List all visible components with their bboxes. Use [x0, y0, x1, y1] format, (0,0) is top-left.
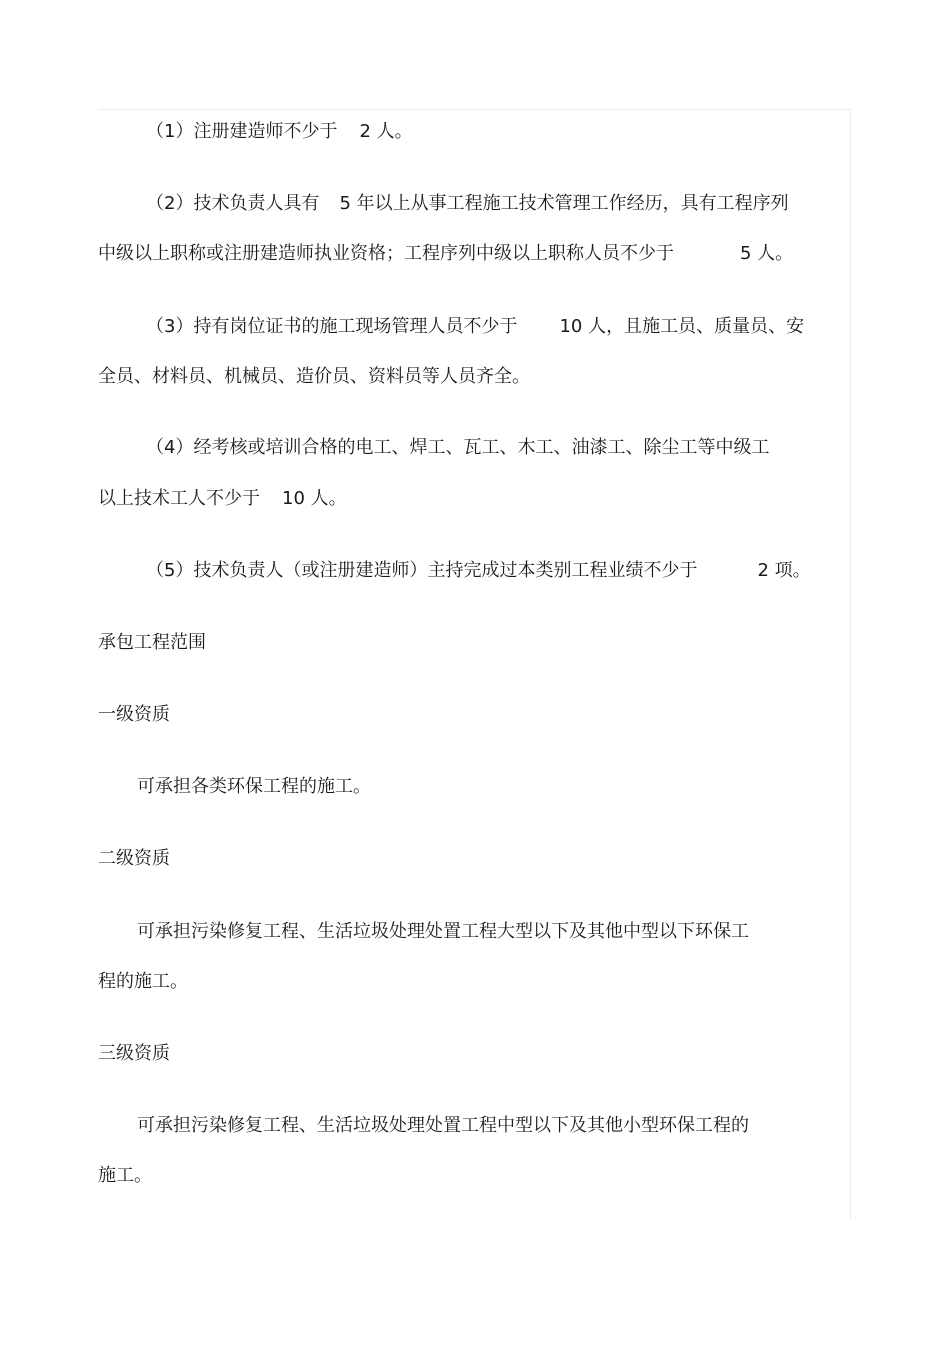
grade-2-description-line-1	[137, 921, 749, 943]
grade-3-title-text: 三级资质	[98, 1043, 170, 1064]
requirement-2-line-2	[98, 243, 793, 265]
requirement-3-text-b: 10 人，且施工员、质量员、安	[559, 316, 805, 337]
requirement-5-count: 2 项。	[757, 560, 811, 581]
grade-3-description-text-b: 施工。	[98, 1165, 152, 1186]
requirement-1-count: 2 人。	[359, 121, 413, 142]
requirement-4-line-1	[146, 437, 769, 459]
requirement-1-text: （1）注册建造师不少于	[146, 121, 338, 142]
requirement-3-line-1	[146, 316, 804, 338]
requirement-5-text: （5）技术负责人（或注册建造师）主持完成过本类别工程业绩不少于	[146, 560, 698, 581]
requirement-3-line-2	[98, 366, 530, 388]
requirement-5	[146, 560, 811, 582]
grade-1-title	[98, 704, 170, 726]
grade-1-description-text: 可承担各类环保工程的施工。	[137, 776, 371, 797]
requirement-2-text-c: 中级以上职称或注册建造师执业资格；工程序列中级以上职称人员不少于	[98, 243, 674, 264]
grade-2-description-text-a: 可承担污染修复工程、生活垃圾处理处置工程大型以下及其他中型以下环保工	[137, 921, 749, 942]
requirement-2-text-b: 5 年以上从事工程施工技术管理工作经历，具有工程序列	[339, 193, 789, 214]
page-frame	[98, 109, 851, 1219]
grade-1-title-text: 一级资质	[98, 704, 170, 725]
requirement-4-count: 10 人。	[282, 488, 347, 509]
scope-heading-text: 承包工程范围	[98, 632, 206, 653]
grade-2-title	[98, 848, 170, 870]
requirement-4-text-b: 以上技术工人不少于	[98, 488, 260, 509]
grade-2-title-text: 二级资质	[98, 848, 170, 869]
requirement-4-text-a: （4）经考核或培训合格的电工、焊工、瓦工、木工、油漆工、除尘工等中级工	[146, 437, 770, 458]
grade-1-description	[137, 776, 371, 798]
requirement-3-text-c: 全员、材料员、机械员、造价员、资料员等人员齐全。	[98, 366, 530, 387]
requirement-2-count: 5 人。	[740, 243, 794, 264]
grade-3-description-line-1	[137, 1115, 749, 1137]
grade-3-title	[98, 1043, 170, 1065]
grade-2-description-line-2	[98, 971, 188, 993]
requirement-1	[146, 121, 413, 143]
requirement-4-line-2	[98, 488, 347, 510]
grade-3-description-text-a: 可承担污染修复工程、生活垃圾处理处置工程中型以下及其他小型环保工程的	[137, 1115, 749, 1136]
requirement-2-line-1	[146, 193, 789, 215]
grade-2-description-text-b: 程的施工。	[98, 971, 188, 992]
requirement-2-text-a: （2）技术负责人具有	[146, 193, 320, 214]
scope-heading	[98, 632, 206, 654]
grade-3-description-line-2	[98, 1165, 152, 1187]
requirement-3-text-a: （3）持有岗位证书的施工现场管理人员不少于	[146, 316, 518, 337]
